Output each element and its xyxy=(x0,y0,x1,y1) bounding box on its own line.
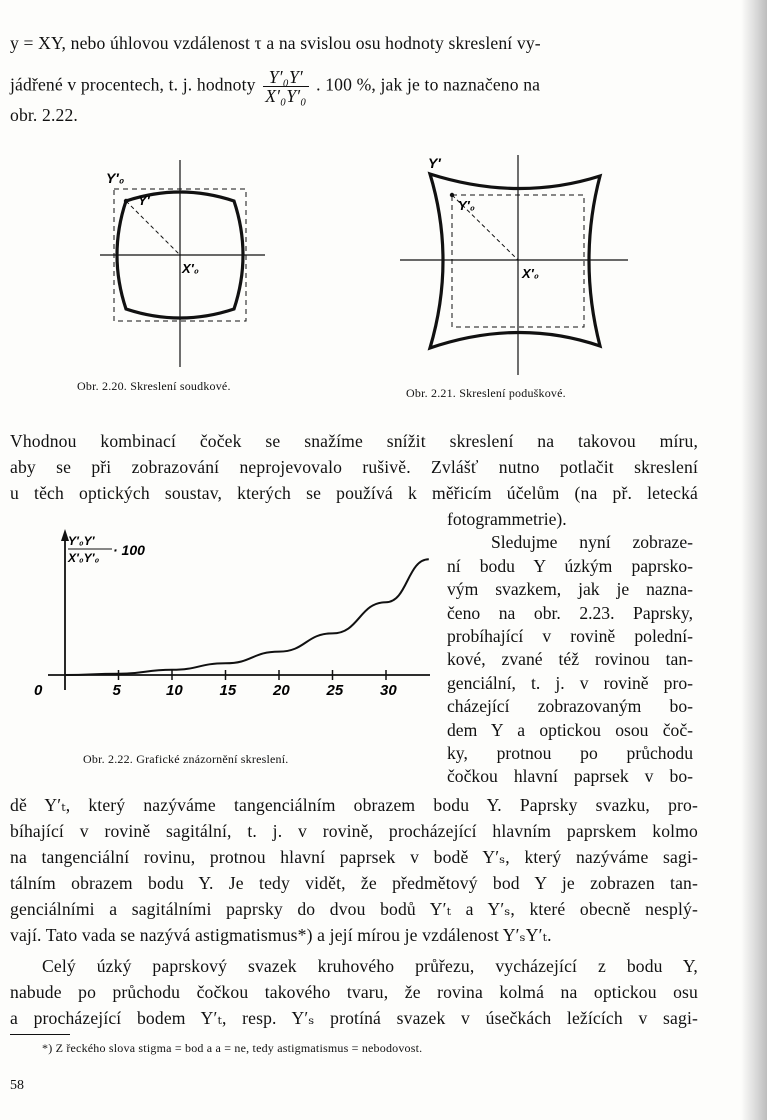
fig22-tick-label-10: 10 xyxy=(166,682,183,699)
intro-line-2-start: jádřené v procentech, t. j. hodnoty xyxy=(10,74,256,95)
para3-line-1: Celý úzký paprskový svazek kruhového průřezu, vycházející z bodu Y, xyxy=(42,956,698,976)
fig22-tick-label-5: 5 xyxy=(112,682,121,699)
fig21-label-y: Y′ xyxy=(428,155,441,171)
para3-line-3: a procházející bodem Y′ₜ, resp. Y′ₛ protíná svazek v úsečkách ležících v sagi- xyxy=(10,1008,698,1028)
fig22-origin-label: 0 xyxy=(34,682,43,699)
column-line-3: ní bodu Y úzkým paprsko- xyxy=(447,555,693,576)
para1-line-2: aby se při zobrazování neprojevovalo rušivě. Zvlášť nutno potlačit skreslení xyxy=(10,457,698,477)
column-line-12: čočkou hlavní paprsek v bo- xyxy=(447,766,693,787)
column-line-4: vým svazkem, jak je nazna- xyxy=(447,579,693,600)
fig22-ylabel-suffix: · 100 xyxy=(113,542,145,558)
fig21-caption: Obr. 2.21. Skreslení poduškové. xyxy=(406,386,566,400)
fig21-label-x0: X′₀ xyxy=(522,266,539,281)
intro-line-3: obr. 2.22. xyxy=(10,105,78,125)
intro-line-2 xyxy=(10,68,540,105)
fig21-pincushion-outline xyxy=(430,174,600,348)
fig22-ylabel-numerator: Y′₀Y′ xyxy=(68,534,95,548)
intro-fraction-denominator: X′₀Y′₀ xyxy=(265,86,307,106)
intro-line-1: y = XY, nebo úhlovou vzdálenost τ a na svislou osu hodnoty skreslení vy- xyxy=(10,33,541,53)
fig20-caption: Obr. 2.20. Skreslení soudkové. xyxy=(77,379,231,393)
para1-line-1: Vhodnou kombinací čoček se snažíme snížit skreslení na takovou míru, xyxy=(10,431,698,451)
column-line-9: cházející zobrazovaným bo- xyxy=(447,696,693,717)
fig22-ylabel-denominator: X′₀Y′₀ xyxy=(68,551,100,565)
page-edge-shadow xyxy=(741,0,767,1120)
column-line-10: dem Y a optickou osou čoč- xyxy=(447,719,693,740)
column-line-5: čeno na obr. 2.23. Paprsky, xyxy=(447,602,693,623)
para2-line-4: tálním obrazem bodu Y. Je tedy vidět, že předmětový bod Y je zobrazen tan- xyxy=(10,873,698,893)
right-column xyxy=(447,508,693,789)
para2-line-5: genciálními a sagitálními paprsky do dvou bodů Y′ₜ a Y′ₛ, které obecně nesplý- xyxy=(10,899,698,919)
fig22-tick-label-30: 30 xyxy=(380,682,397,699)
para3-line-2: nabude po průchodu čočkou takového tvaru, že rovina kolmá na optickou osu xyxy=(10,982,698,1002)
intro-fraction-numerator: Y′₀Y′ xyxy=(263,68,308,87)
fig21-corner-point xyxy=(450,193,454,197)
fig20-corner-point xyxy=(124,199,128,203)
fig20-diagonal xyxy=(126,201,180,255)
fig20-label-x0: X′₀ xyxy=(182,261,199,276)
figure-2-21 xyxy=(400,150,640,380)
column-line-6: probíhající v rovině polední- xyxy=(447,626,693,647)
intro-fraction xyxy=(263,68,308,105)
para2-line-6: vají. Tato vada se nazývá astigmatismus*) a její mírou je vzdálenost Y′ₛY′ₜ. xyxy=(10,925,552,945)
fig20-label-y: Y′ xyxy=(138,193,150,208)
para1-line-3: u těch optických soustav, kterých se používá k měřicím účelům (na př. letecká xyxy=(10,483,698,503)
fig22-caption: Obr. 2.22. Grafické znázornění skreslení. xyxy=(83,752,289,766)
fig20-label-y0: Y′₀ xyxy=(106,170,125,186)
footnote-rule xyxy=(10,1034,70,1035)
fig22-distortion-curve xyxy=(65,559,429,675)
column-line-11: ky, protnou po průchodu xyxy=(447,743,693,764)
fig22-tick-label-25: 25 xyxy=(326,682,344,699)
figure-2-20 xyxy=(100,155,270,370)
column-line-1: fotogrammetrie). xyxy=(447,509,567,529)
column-line-7: kové, zvané též rovinou tan- xyxy=(447,649,693,670)
column-line-8: genciální, t. j. v rovině pro- xyxy=(447,672,693,693)
para2-line-3: na tangenciální rovinu, protnou hlavní paprsek v bodě Y′ₛ, který nazýváme sagi- xyxy=(10,847,698,867)
column-line-2: Sledujme nyní zobraze- xyxy=(491,532,693,553)
fig22-tick-label-15: 15 xyxy=(219,682,237,699)
fig22-tick-label-20: 20 xyxy=(273,682,290,699)
fig21-label-y0: Y′₀ xyxy=(458,198,475,213)
footnote: *) Z řeckého slova stigma = bod a a = ne, tedy astigmatismus = nebodovost. xyxy=(42,1041,423,1055)
para2-line-2: bíhající v rovině sagitální, t. j. v rovině, procházející hlavním paprskem kolmo xyxy=(10,821,698,841)
para2-line-1: dě Y′ₜ, který nazýváme tangenciálním obrazem bodu Y. Paprsky svazku, pro- xyxy=(10,795,698,815)
page-number: 58 xyxy=(10,1078,24,1093)
figure-2-22-chart xyxy=(20,525,440,725)
intro-line-2-end: . 100 %, jak je to naznačeno na xyxy=(316,74,541,95)
